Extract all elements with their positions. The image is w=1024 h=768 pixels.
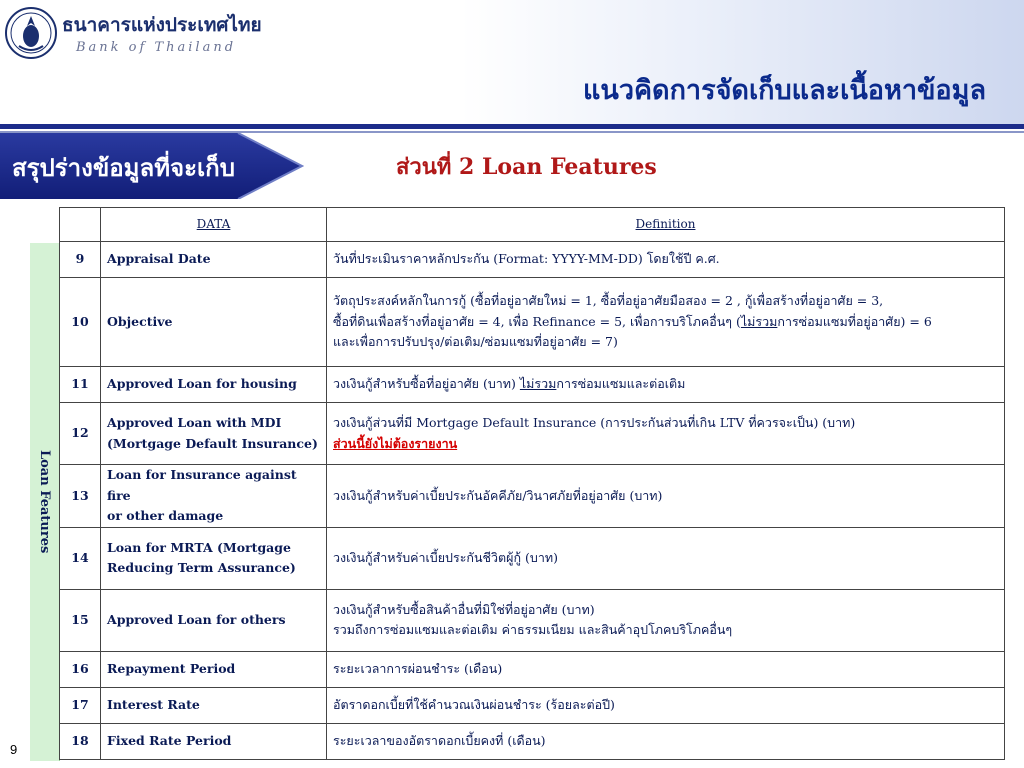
table-row [60,278,1005,367]
exclusion-note: ไม่รวม [740,313,778,329]
definition-line: การซ่อมแซมและต่อเติม [556,376,686,392]
definition-line: วงเงินกู้ส่วนที่มี Mortgage Default Insurance (การประกันส่วนที่เกิน LTV ที่ควรจะเป็น) (บาท) [333,414,856,430]
row-number: 14 [60,527,101,589]
side-label-text: Loan Features [37,450,52,554]
loan-features-table [59,207,1005,760]
row-field: Interest Rate [101,687,327,723]
row-field [101,465,327,528]
row-definition: ระยะเวลาของอัตราดอกเบี้ยคงที่ (เดือน) [327,723,1005,759]
row-definition [327,278,1005,367]
row-number: 9 [60,242,101,278]
logo-english-text: Bank of Thailand [76,40,237,55]
header-definition: Definition [327,208,1005,242]
row-definition: วงเงินกู้สำหรับค่าเบี้ยประกันอัคคีภัย/วินาศภัยที่อยู่อาศัย (บาท) [327,465,1005,528]
row-definition [327,403,1005,465]
table-row [60,687,1005,723]
definition-line: รวมถึงการซ่อมแซมและต่อเติม ค่าธรรมเนียม และสินค้าอุปโภคบริโภคอื่นๆ [333,622,733,638]
row-field: Approved Loan for housing [101,367,327,403]
table-row [60,527,1005,589]
row-number: 16 [60,651,101,687]
header-number [60,208,101,242]
row-definition [327,367,1005,403]
bank-seal-icon [4,6,58,60]
field-line: Loan for MRTA (Mortgage [107,539,291,555]
row-field: Approved Loan for others [101,589,327,651]
page-number: 9 [10,742,18,757]
table-row [60,723,1005,759]
row-field [101,527,327,589]
definition-line: วงเงินกู้สำหรับซื้อสินค้าอื่นที่มิใช่ที่อยู่อาศัย (บาท) [333,601,595,617]
row-field: Repayment Period [101,651,327,687]
table-row [60,465,1005,528]
logo-thai-text: ธนาคารแห่งประเทศไทย [62,14,262,36]
table-header-row [60,208,1005,242]
field-line: Loan for Insurance against fire [107,467,297,503]
row-number: 12 [60,403,101,465]
field-line: (Mortgage Default Insurance) [107,435,318,451]
banner-label: สรุปร่างข้อมูลที่จะเก็บ [12,153,235,182]
row-number: 15 [60,589,101,651]
field-line: or other damage [107,508,224,524]
definition-line: และเพื่อการปรับปรุง/ต่อเติม/ซ่อมแซมที่อยู่อาศัย = 7) [333,334,618,350]
table-row [60,403,1005,465]
exclusion-note: ไม่รวม [519,376,557,392]
definition-line: วัตถุประสงค์หลักในการกู้ (ซื้อที่อยู่อาศัยใหม่ = 1, ซื้อที่อยู่อาศัยมือสอง = 2 , กู้เพื่อสร้างที่อยู่อาศัย = 3, [333,293,884,309]
row-field: Fixed Rate Period [101,723,327,759]
row-number: 18 [60,723,101,759]
table-row [60,651,1005,687]
section-title: ส่วนที่ 2 Loan Features [396,154,657,180]
definition-line: การซ่อมแซมที่อยู่อาศัย) = 6 [777,313,932,329]
definition-line: ซื้อที่ดินเพื่อสร้างที่อยู่อาศัย = 4, เพื่อ Refinance = 5, เพื่อการบริโภคอื่นๆ ( [333,313,741,329]
row-number: 10 [60,278,101,367]
row-definition [327,589,1005,651]
slide-header [0,0,1024,124]
row-field [101,403,327,465]
table-row [60,367,1005,403]
field-line: Reducing Term Assurance) [107,560,296,576]
row-definition: วันที่ประเมินราคาหลักประกัน (Format: YYYY-MM-DD) โดยใช้ปี ค.ศ. [327,242,1005,278]
row-number: 13 [60,465,101,528]
page-title: แนวคิดการจัดเก็บและเนื้อหาข้อมูล [582,75,986,106]
row-definition: อัตราดอกเบี้ยที่ใช้คำนวณเงินผ่อนชำระ (ร้อยละต่อปี) [327,687,1005,723]
row-number: 11 [60,367,101,403]
definition-line: วงเงินกู้สำหรับซื้อที่อยู่อาศัย (บาท) [333,376,520,392]
header-rule [0,124,1024,129]
header-data: DATA [101,208,327,242]
field-line: Approved Loan with MDI [107,414,282,430]
row-field: Objective [101,278,327,367]
row-number: 17 [60,687,101,723]
table-row [60,589,1005,651]
row-definition: วงเงินกู้สำหรับค่าเบี้ยประกันชีวิตผู้กู้ (บาท) [327,527,1005,589]
row-definition: ระยะเวลาการผ่อนชำระ (เดือน) [327,651,1005,687]
row-field: Appraisal Date [101,242,327,278]
table-row [60,242,1005,278]
not-required-note: ส่วนนี้ยังไม่ต้องรายงาน [333,435,458,451]
side-label [30,243,59,761]
